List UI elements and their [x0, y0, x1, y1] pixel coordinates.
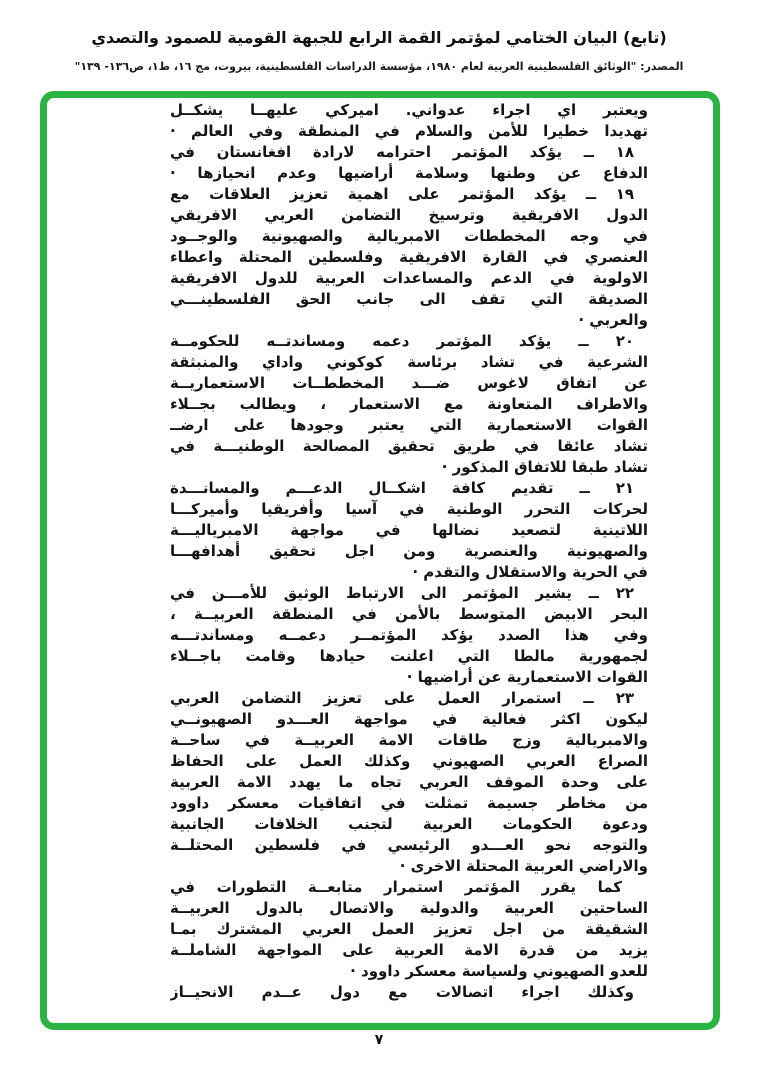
text-line: والاراضي العربية المحتلة الاخرى ·	[399, 857, 648, 875]
text-line: من مخاطر جسيمة تمثلت في اتفاقيات معسكر داوود	[170, 794, 648, 812]
text-line: اللاتينية لتصعيد نضالها في مواجهة الامبرياليـــة	[170, 521, 648, 539]
text-line: ٢٠ ــ يؤكد المؤتمر دعمه ومساندتــه للحكومــة	[170, 332, 634, 350]
text-line: على وحدة الموقف العربي تجاه ما يهدد الامة العربية	[170, 773, 648, 791]
text-line: والتوجه نحو العـــدو الرئيسي في فلسطين المحتلــة	[170, 836, 648, 854]
text-line: والصهيونية والعنصرية ومن اجل تحقيق أهدافهـــا	[170, 542, 648, 560]
text-line: والامبريالية وزج طاقات الامة العربيــة في ساحــة	[170, 731, 648, 749]
text-line: ليكون اكثر فعالية في مواجهة العـــدو الصهيونــي	[170, 710, 648, 728]
text-line: القوات الاستعمارية عن أراضيها ·	[406, 668, 648, 686]
text-line: والاطراف المتعاونة مع الاستعمار ، ويطالب بجــلاء	[170, 395, 648, 413]
text-line: وكذلك اجراء اتصالات مع دول عــدم الانحيــاز	[170, 983, 634, 1001]
text-line: كما يقرر المؤتمر استمرار متابعــة التطورات في	[170, 878, 622, 896]
text-line: تشاد طبقا للاتفاق المذكور ·	[441, 458, 648, 476]
text-line: والعربي ·	[578, 311, 648, 329]
body-text	[170, 100, 648, 1003]
text-line: لجمهورية مالطا التي اعلنت حيادها وقامت باجــلاء	[170, 647, 648, 665]
text-line: الصديقة التي تقف الى جانب الحق الفلسطينـــي	[170, 290, 648, 308]
text-line: عن اتفاق لاغوس ضـــد المخططــات الاستعماريــة	[170, 374, 648, 392]
text-line: في وجه المخططات الامبريالية والصهيونية والوجــود	[170, 227, 648, 245]
text-line: ١٨ ــ يؤكد المؤتمر احترامه لارادة افغانستان في	[170, 143, 634, 161]
text-line: تهديدا خطيرا للأمن والسلام في المنطقة وفي العالم ·	[170, 122, 648, 140]
text-line: يزيد من قدرة الامة العربية على المواجهة الشاملــة	[170, 941, 648, 959]
text-line: للعدو الصهيوني ولسياسة معسكر داوود ·	[350, 962, 648, 980]
document-title: (تابع) البيان الختامي لمؤتمر القمة الرابع للجبهة القومية للصمود والتصدي	[91, 28, 667, 47]
source-citation: المصدر: "الوثائق الفلسطينية العربية لعام ١٩٨٠، مؤسسة الدراسات الفلسطينية، بيروت، مج ١٦، ط١، ص١٣٦- ١٣٩"	[74, 60, 684, 73]
text-line: ويعتبر اي اجراء عدواني. اميركي عليهــا يشكــل	[170, 101, 648, 119]
text-line: ٢٣ ــ استمرار العمل على تعزيز التضامن العربي	[170, 689, 634, 707]
text-line: العنصري في القارة الافريقية وفلسطين المحتلة واعطاء	[170, 248, 648, 266]
text-line: وفي هذا الصدد يؤكد المؤتمــر دعمــه ومساندتـــه	[170, 626, 648, 644]
text-line: القوات الاستعمارية التي يعتبر وجودها على ارضــ	[170, 416, 648, 434]
text-line: في الحرية والاستقلال والتقدم ·	[412, 563, 648, 581]
text-line: البحر الابيض المتوسط بالأمن في المنطقة العربيــة ،	[170, 605, 648, 623]
text-line: تشاد عائقا في طريق تحقيق المصالحة الوطنيـــة في	[170, 437, 648, 455]
text-line: ٢١ ــ تقديم كافة اشكــال الدعـــم والمسانـــدة	[170, 479, 634, 497]
text-line: الساحتين العربية والدولية والاتصال بالدول العربيــة	[170, 899, 648, 917]
text-line: ٢٢ ــ يشير المؤتمر الى الارتباط الوثيق للأمـــن في	[170, 584, 634, 602]
text-line: الاولوية في الدعم والمساعدات العربية للدول الافريقية	[170, 269, 648, 287]
text-line: ودعوة الحكومات العربية لتجنب الخلافات الجانبية	[170, 815, 648, 833]
text-line: لحركات التحرر الوطنية في آسيا وأفريقيا وأميركـــا	[170, 500, 648, 518]
text-line: الدفاع عن وطنها وسلامة أراضيها وعدم انحيازها ·	[170, 164, 648, 182]
page-number: ٧	[374, 1032, 384, 1048]
text-line: الصراع العربي الصهيوني وكذلك العمل على الحفاظ	[170, 752, 648, 770]
text-line: ١٩ ــ يؤكد المؤتمر على اهمية تعزيز العلاقات مع	[170, 185, 634, 203]
text-line: الشقيقة من اجل تعزيز العمل العربي المشترك بمـا	[170, 920, 648, 938]
text-line: الشرعية في تشاد برئاسة كوكوني واداي والمنبثقة	[170, 353, 648, 371]
text-line: الدول الافريقية وترسيخ التضامن العربي الافريقي	[170, 206, 648, 224]
